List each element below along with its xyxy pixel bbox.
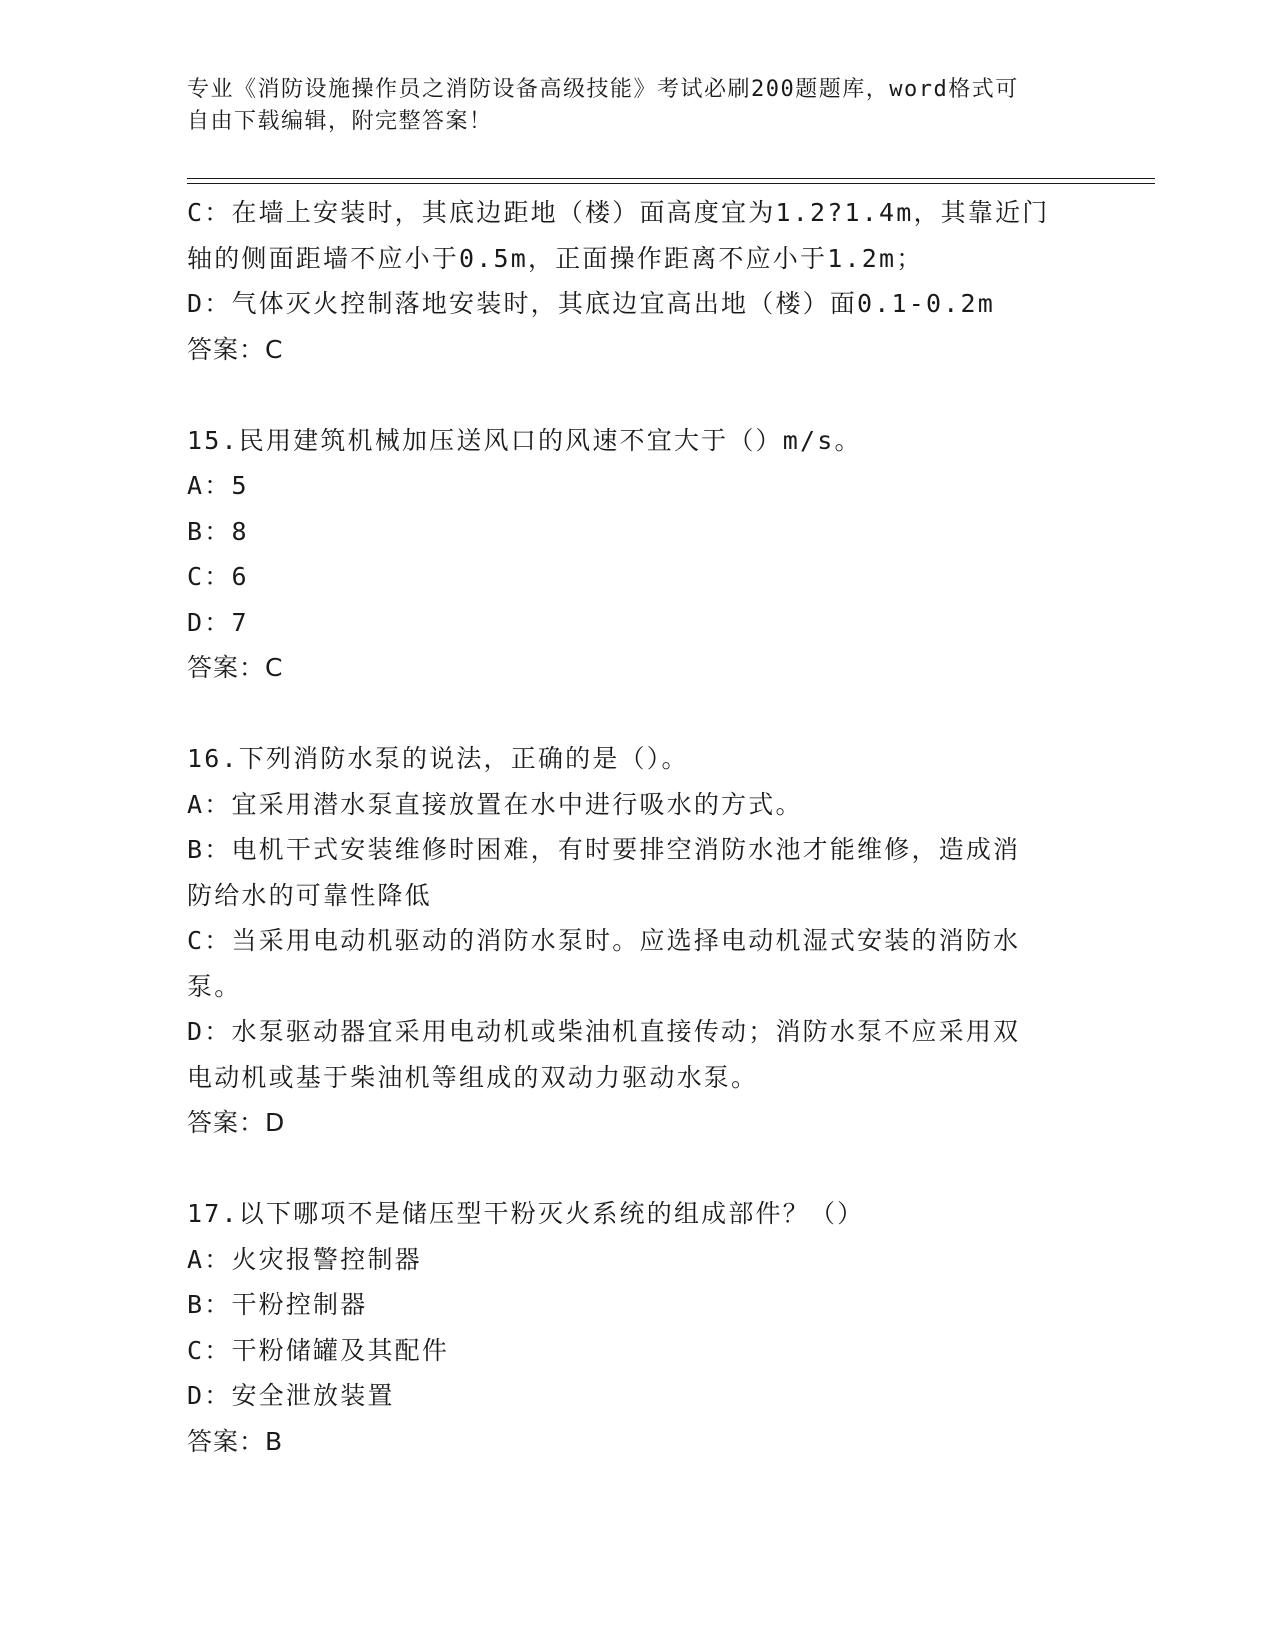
answer: 答案：C — [187, 334, 284, 364]
option-c-line-1: C：在墙上安装时，其底边距地（楼）面高度宜为1.2?1.4m，其靠近门 — [187, 198, 1050, 227]
question-17 — [187, 1191, 1087, 1464]
option-b-line-2: 防给水的可靠性降低 — [187, 880, 432, 910]
question-14-continued — [187, 190, 1087, 372]
header-rule-bottom — [187, 183, 1155, 184]
document-header — [187, 74, 1067, 138]
option-a: A：火灾报警控制器 — [187, 1244, 422, 1274]
answer: 答案：C — [187, 653, 284, 682]
option-c-line-2: 泵。 — [187, 971, 242, 1001]
option-b: B：干粉控制器 — [187, 1290, 368, 1319]
spacer — [187, 1146, 1087, 1192]
option-c: C：6 — [187, 562, 249, 591]
spacer — [187, 691, 1087, 737]
option-a: A：宜采用潜水泵直接放置在水中进行吸水的方式。 — [187, 789, 803, 819]
answer: 答案：D — [187, 1108, 286, 1137]
option-d-line-1: D：水泵驱动器宜采用电动机或柴油机直接传动；消防水泵不应采用双 — [187, 1017, 1021, 1046]
option-c-line-2: 轴的侧面距墙不应小于0.5m，正面操作距离不应小于1.2m； — [187, 243, 924, 273]
option-d: D：气体灭火控制落地安装时，其底边宜高出地（楼）面0.1-0.2m — [187, 289, 996, 318]
question-stem: 17.以下哪项不是储压型干粉灭火系统的组成部件？（） — [187, 1199, 865, 1228]
option-a: A：5 — [187, 471, 249, 500]
option-b-line-1: B：电机干式安装维修时困难，有时要排空消防水池才能维修，造成消 — [187, 835, 1021, 864]
header-line-1: 专业《消防设施操作员之消防设备高级技能》考试必刷200题题库，word格式可 — [187, 77, 1019, 102]
option-d: D：安全泄放装置 — [187, 1381, 395, 1410]
answer: 答案：B — [187, 1426, 284, 1456]
question-stem: 15.民用建筑机械加压送风口的风速不宜大于（）m/s。 — [187, 425, 862, 455]
question-16 — [187, 736, 1087, 1146]
document-body — [187, 190, 1087, 1464]
option-c: C：干粉储罐及其配件 — [187, 1335, 450, 1365]
spacer — [187, 372, 1087, 418]
option-d-line-2: 电动机或基于柴油机等组成的双动力驱动水泵。 — [187, 1062, 759, 1092]
question-15 — [187, 418, 1087, 691]
option-d: D：7 — [187, 607, 249, 637]
header-line-2: 自由下载编辑，附完整答案！ — [187, 109, 493, 134]
header-rule-top — [187, 178, 1155, 179]
option-c-line-1: C：当采用电动机驱动的消防水泵时。应选择电动机湿式安装的消防水 — [187, 926, 1021, 955]
question-stem: 16.下列消防水泵的说法，正确的是（）。 — [187, 744, 689, 773]
option-b: B：8 — [187, 516, 249, 546]
